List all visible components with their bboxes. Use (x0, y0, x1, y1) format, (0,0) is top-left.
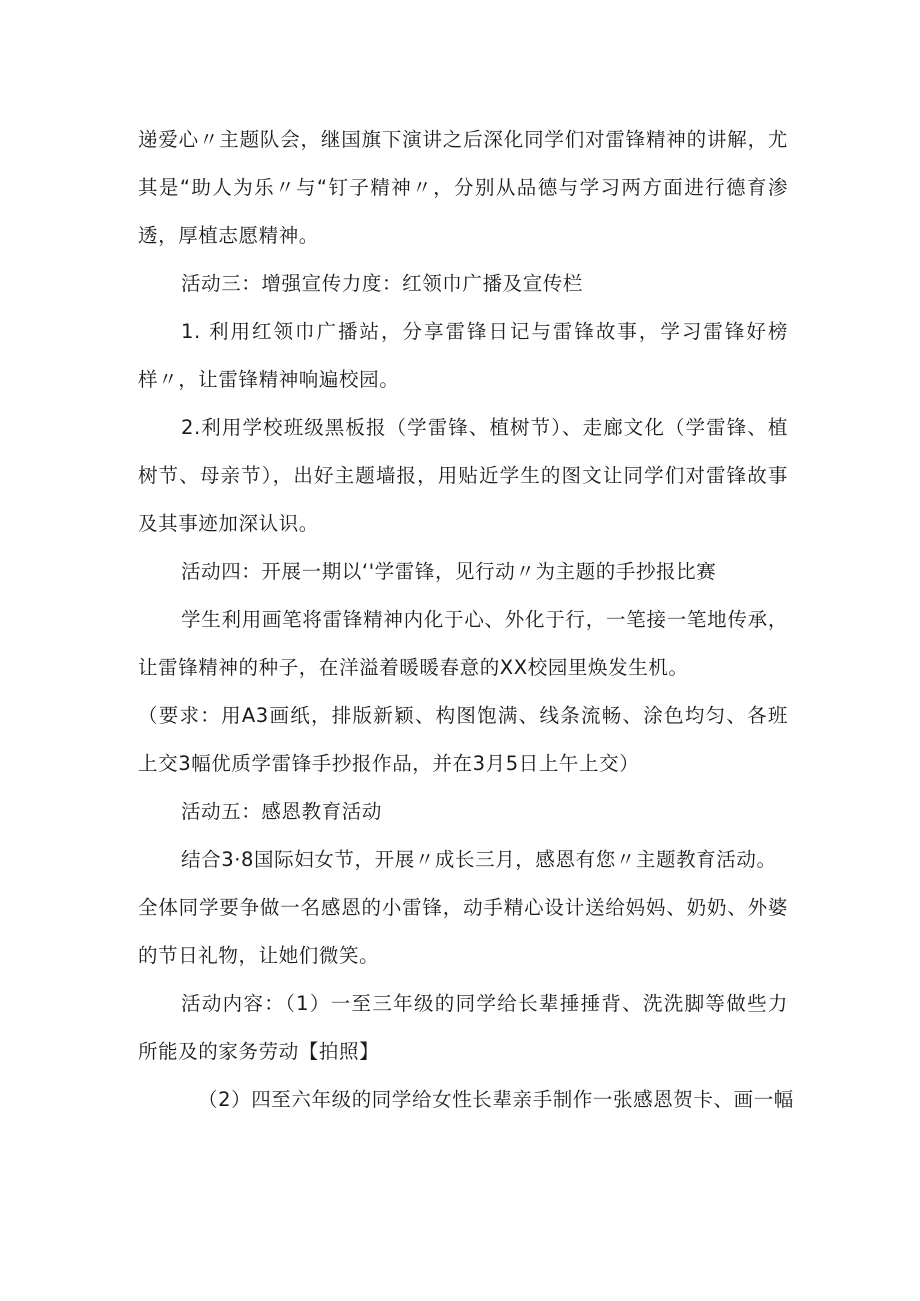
section-heading: 活动四：开展一期以‘'学雷锋，见行动〃为主题的手抄报比赛 (181, 560, 717, 583)
text-line: 树节、母亲节），出好主题墙报，用贴近学生的图文让同学们对雷锋故事 (138, 464, 788, 487)
text-line: 1. 利用红领巾广播站，分享雷锋日记与雷锋故事，学习雷锋好榜 (181, 320, 788, 343)
section-heading: 活动三：增强宣传力度：红领巾广播及宣传栏 (181, 272, 584, 295)
text-line: 让雷锋精神的种子，在洋溢着暖暖春意的XX校园里焕发生机。 (138, 656, 689, 679)
text-line: 的节日礼物，让她们微笑。 (138, 944, 380, 967)
text-line: 其是“助人为乐〃与“钉子精神〃，分别从品德与学习两方面进行德育渗 (138, 176, 788, 199)
text-line: （要求：用A3画纸，排版新颖、构图饱满、线条流畅、涂色均匀、各班 (138, 704, 788, 727)
text-line: 所能及的家务劳动【拍照】 (138, 1040, 380, 1063)
text-line: 透，厚植志愿精神。 (138, 224, 319, 247)
text-line: 活动内容：（1）一至三年级的同学给长辈捶捶背、洗洗脚等做些力 (181, 992, 788, 1015)
text-line: 样〃，让雷锋精神响遍校园。 (138, 368, 400, 391)
text-line: 全体同学要争做一名感恩的小雷锋，动手精心设计送给妈妈、奶奶、外婆 (138, 896, 788, 919)
text-line: 递爱心〃主题队会，继国旗下演讲之后深化同学们对雷锋精神的讲解，尤 (138, 128, 788, 151)
text-line: 2.利用学校班级黑板报（学雷锋、植树节）、走廊文化（学雷锋、植 (181, 416, 788, 439)
text-line: 结合3·8国际妇女节，开展〃成长三月，感恩有您〃主题教育活动。 (181, 848, 777, 871)
text-line: 学生利用画笔将雷锋精神内化于心、外化于行，一笔接一笔地传承， (181, 608, 788, 631)
text-line: 上交3幅优质学雷锋手抄报作品，并在3月5日上午上交） (138, 752, 640, 775)
section-heading: 活动五：感恩教育活动 (181, 800, 383, 823)
text-line: 及其事迹加深认识。 (138, 512, 319, 535)
text-line: （2）四至六年级的同学给女性长辈亲手制作一张感恩贺卡、画一幅 (198, 1088, 794, 1111)
